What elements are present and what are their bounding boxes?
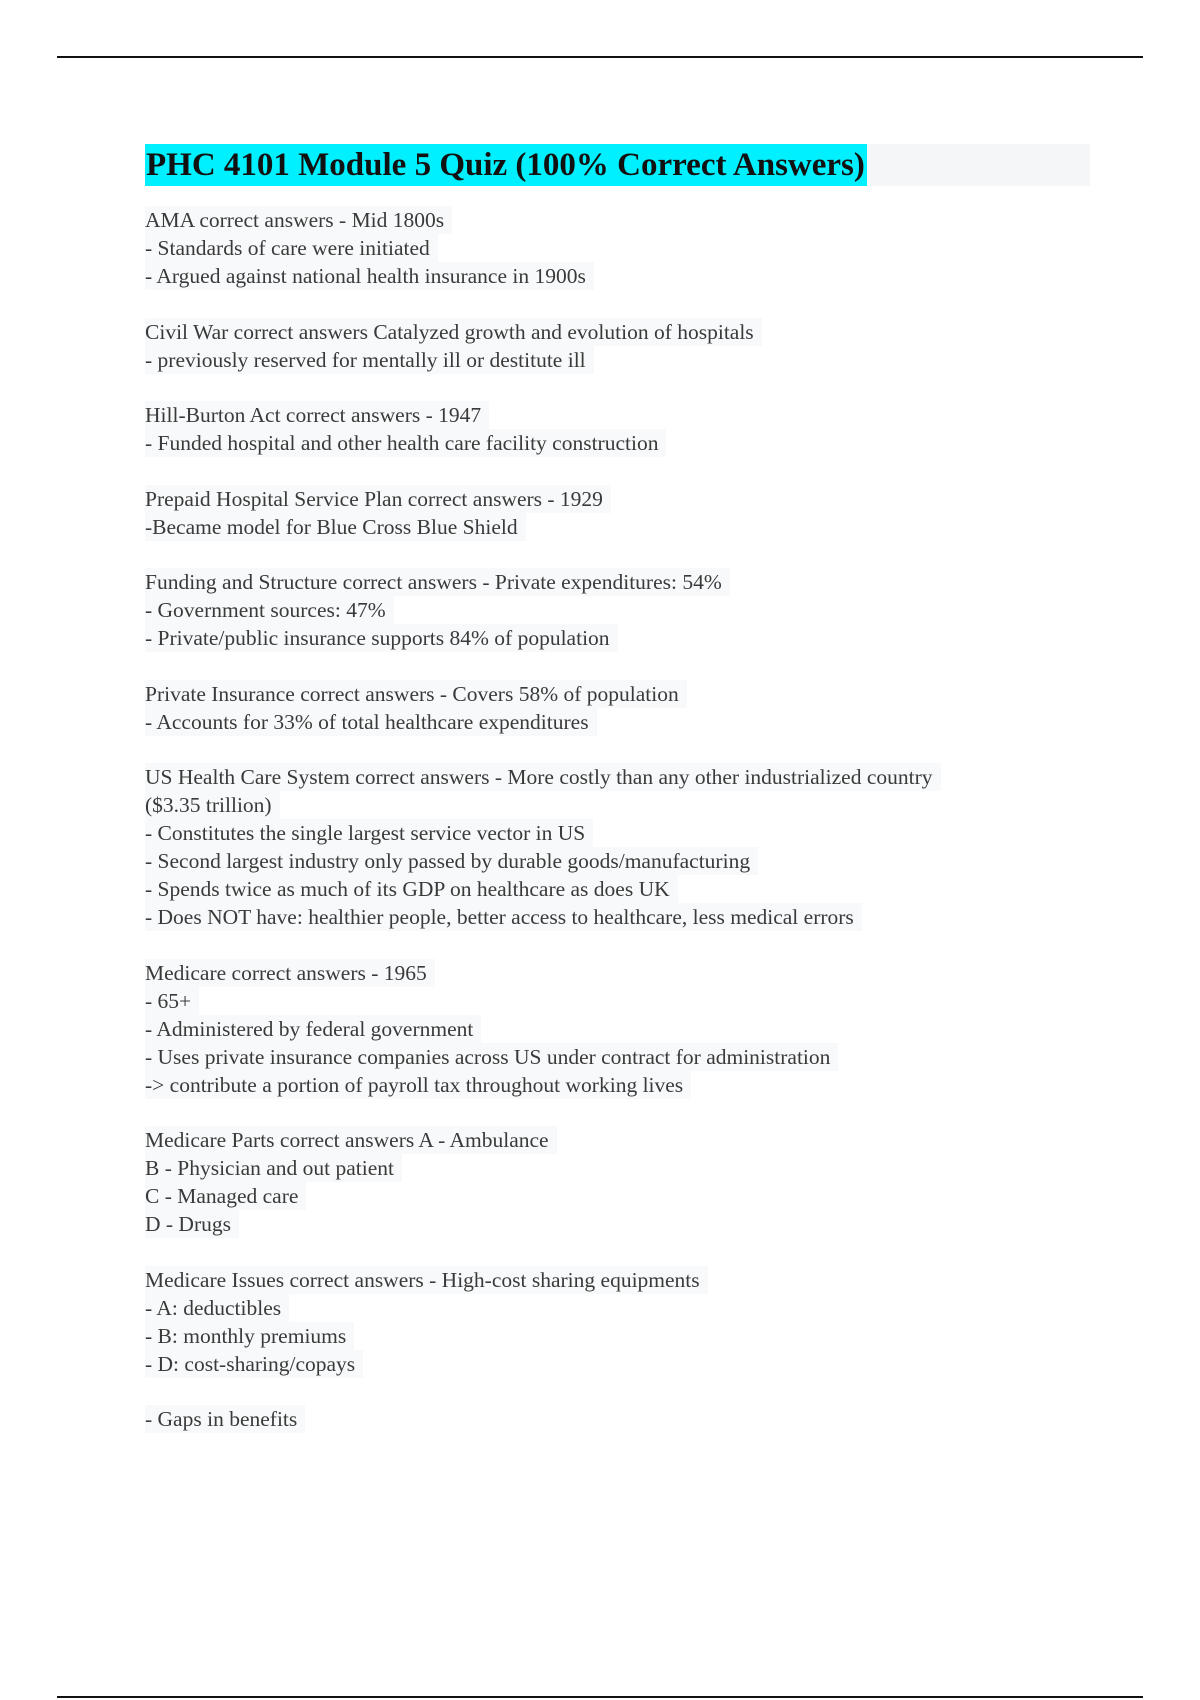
entry-answer-line: B - Physician and out patient bbox=[145, 1154, 402, 1182]
qa-entry bbox=[145, 485, 1090, 541]
qa-entry bbox=[145, 1405, 1090, 1433]
qa-entry bbox=[145, 959, 1090, 1099]
entry-answer-line: - A: deductibles bbox=[145, 1294, 289, 1322]
entry-term-line: Hill-Burton Act correct answers - 1947 bbox=[145, 401, 489, 429]
entry-term-line: Funding and Structure correct answers - Private expenditures: 54% bbox=[145, 568, 730, 596]
entry-answer-line: - Spends twice as much of its GDP on healthcare as does UK bbox=[145, 875, 678, 903]
entry-answer-line: - 65+ bbox=[145, 987, 199, 1015]
top-rule bbox=[57, 56, 1143, 58]
entry-term-line: US Health Care System correct answers - More costly than any other industrialized country bbox=[145, 763, 941, 791]
title-band bbox=[145, 144, 1090, 186]
qa-entry bbox=[145, 568, 1090, 652]
qa-entry bbox=[145, 763, 1090, 931]
entry-answer-line: - Government sources: 47% bbox=[145, 596, 394, 624]
qa-entry bbox=[145, 1266, 1090, 1378]
entry-answer-line: - Uses private insurance companies across US under contract for administration bbox=[145, 1043, 838, 1071]
entry-answer-line: - Funded hospital and other health care facility construction bbox=[145, 429, 666, 457]
entry-term-line: Medicare Parts correct answers A - Ambulance bbox=[145, 1126, 557, 1154]
entry-answer-line: - Constitutes the single largest service vector in US bbox=[145, 819, 593, 847]
entry-term-line: Private Insurance correct answers - Covers 58% of population bbox=[145, 680, 687, 708]
entry-term-line: - Gaps in benefits bbox=[145, 1405, 305, 1433]
qa-entry bbox=[145, 318, 1090, 374]
entry-term-line: Prepaid Hospital Service Plan correct answers - 1929 bbox=[145, 485, 611, 513]
entry-answer-line: - Private/public insurance supports 84% of population bbox=[145, 624, 618, 652]
page-title: PHC 4101 Module 5 Quiz (100% Correct Answers) bbox=[145, 144, 867, 186]
entry-answer-line: - Administered by federal government bbox=[145, 1015, 481, 1043]
entry-answer-line: - D: cost-sharing/copays bbox=[145, 1350, 363, 1378]
qa-entries bbox=[145, 206, 1090, 1433]
entry-answer-line: ($3.35 trillion) bbox=[145, 791, 280, 819]
entry-answer-line: - previously reserved for mentally ill or destitute ill bbox=[145, 346, 594, 374]
entry-answer-line: - Does NOT have: healthier people, better access to healthcare, less medical errors bbox=[145, 903, 862, 931]
entry-term-line: Medicare correct answers - 1965 bbox=[145, 959, 435, 987]
document-page bbox=[145, 144, 1090, 1461]
entry-answer-line: - B: monthly premiums bbox=[145, 1322, 354, 1350]
entry-answer-line: - Argued against national health insurance in 1900s bbox=[145, 262, 594, 290]
entry-answer-line: C - Managed care bbox=[145, 1182, 306, 1210]
bottom-rule bbox=[57, 1696, 1143, 1698]
entry-term-line: AMA correct answers - Mid 1800s bbox=[145, 206, 452, 234]
qa-entry bbox=[145, 680, 1090, 736]
qa-entry bbox=[145, 1126, 1090, 1238]
entry-term-line: Medicare Issues correct answers - High-cost sharing equipments bbox=[145, 1266, 708, 1294]
entry-answer-line: - Second largest industry only passed by durable goods/manufacturing bbox=[145, 847, 758, 875]
entry-answer-line: D - Drugs bbox=[145, 1210, 239, 1238]
entry-answer-line: -> contribute a portion of payroll tax throughout working lives bbox=[145, 1071, 691, 1099]
entry-term-line: Civil War correct answers Catalyzed growth and evolution of hospitals bbox=[145, 318, 762, 346]
entry-answer-line: -Became model for Blue Cross Blue Shield bbox=[145, 513, 526, 541]
entry-answer-line: - Accounts for 33% of total healthcare expenditures bbox=[145, 708, 597, 736]
qa-entry bbox=[145, 206, 1090, 290]
qa-entry bbox=[145, 401, 1090, 457]
entry-answer-line: - Standards of care were initiated bbox=[145, 234, 438, 262]
